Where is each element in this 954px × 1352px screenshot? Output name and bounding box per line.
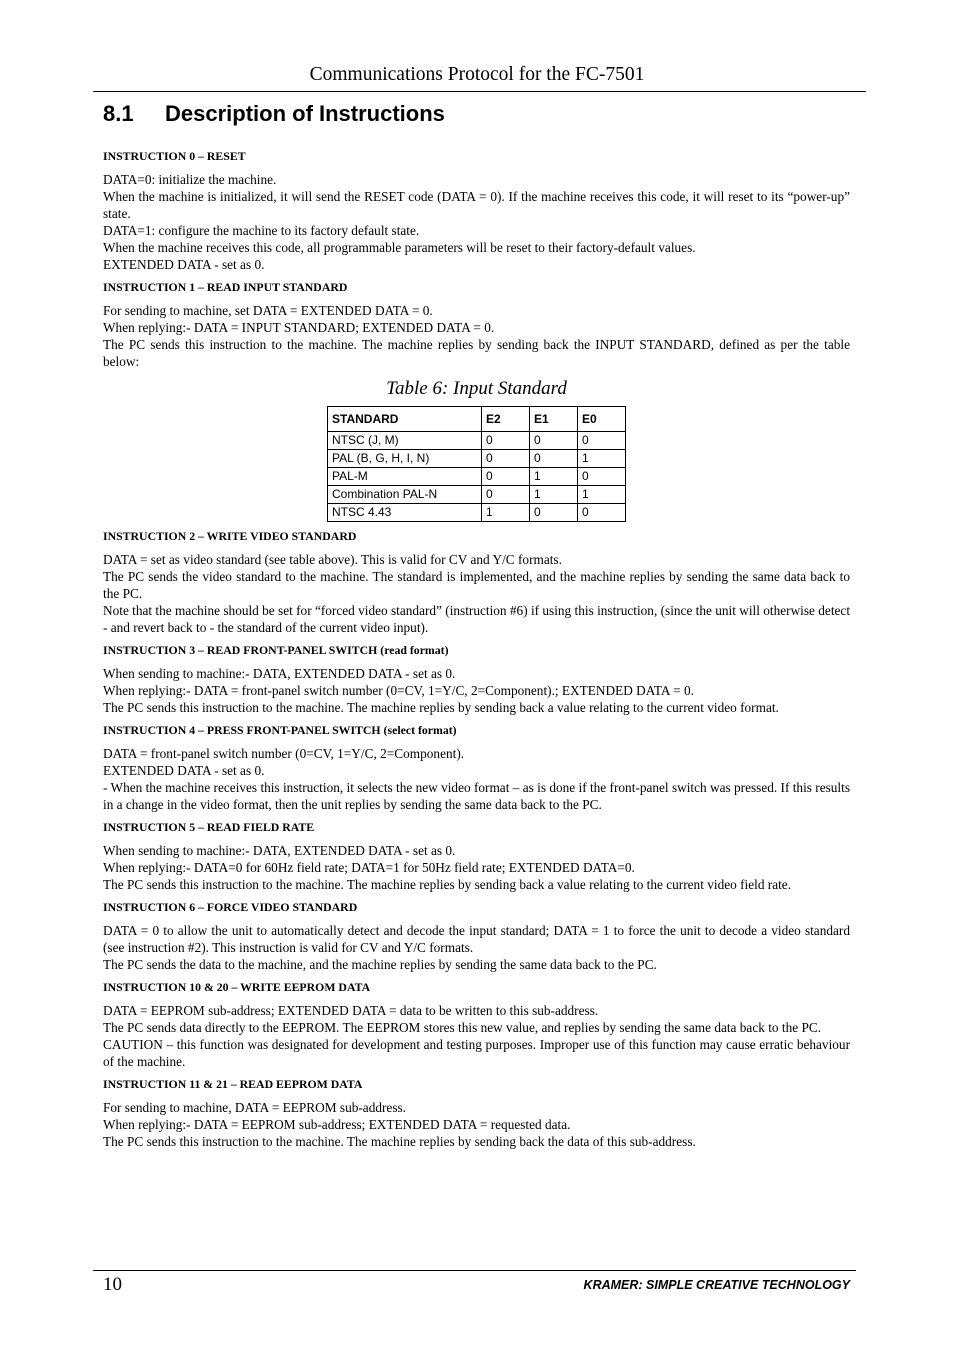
paragraph: The PC sends the data to the machine, and the machine replies by sending the same data back to the PC. [103, 957, 657, 972]
table-cell: 0 [578, 468, 626, 486]
table-cell: PAL-M [328, 468, 482, 486]
paragraph: DATA = EEPROM sub-address; EXTENDED DATA = data to be written to this sub-address. [103, 1003, 599, 1018]
instruction-title: INSTRUCTION 3 – READ FRONT-PANEL SWITCH (read format) [103, 643, 449, 657]
table-cell: Combination PAL-N [328, 486, 482, 504]
column-header: E2 [482, 407, 530, 432]
instruction-10-20-block [103, 980, 850, 1070]
paragraph: - When the machine receives this instruction, it selects the new video format – as is done if the front-panel switch was pressed. If this results in a change in the video format, then the unit replies by sending the same data back to the PC. [103, 780, 850, 812]
table-cell: 1 [578, 486, 626, 504]
paragraph: The PC sends this instruction to the machine. The machine replies by sending back the INPUT STANDARD, defined as per the table below: [103, 337, 850, 369]
input-standard-table [327, 406, 626, 522]
paragraph: When replying:- DATA = INPUT STANDARD; EXTENDED DATA = 0. [103, 320, 495, 335]
paragraph: Note that the machine should be set for “forced video standard” (instruction #6) if using this instruction, (since the unit will otherwise detect - and revert back to - the standard of the current video input). [103, 603, 851, 635]
paragraph: When replying:- DATA = front-panel switch number (0=CV, 1=Y/C, 2=Component).; EXTENDED DATA = 0. [103, 683, 694, 698]
table-cell: 1 [578, 450, 626, 468]
table-row [328, 504, 626, 522]
table-cell: PAL (B, G, H, I, N) [328, 450, 482, 468]
paragraph: When sending to machine:- DATA, EXTENDED DATA - set as 0. [103, 666, 456, 681]
table-cell: NTSC 4.43 [328, 504, 482, 522]
paragraph: The PC sends this instruction to the machine. The machine replies by sending back the data of this sub-address. [103, 1134, 696, 1149]
section-number: 8.1 [103, 101, 134, 126]
table-caption: Table 6: Input Standard [386, 378, 567, 399]
table-cell: NTSC (J, M) [328, 432, 482, 450]
table-cell: 0 [530, 432, 578, 450]
table-row [328, 432, 626, 450]
table-cell: 0 [578, 504, 626, 522]
section-title: Description of Instructions [165, 101, 445, 126]
paragraph: DATA=0: initialize the machine. [103, 172, 277, 187]
instruction-title: INSTRUCTION 0 – RESET [103, 149, 246, 163]
instruction-0-block [103, 149, 850, 273]
table-row [328, 468, 626, 486]
instruction-title: INSTRUCTION 4 – PRESS FRONT-PANEL SWITCH (select format) [103, 723, 457, 737]
table-cell: 0 [578, 432, 626, 450]
paragraph: EXTENDED DATA - set as 0. [103, 763, 265, 778]
paragraph: For sending to machine, DATA = EEPROM sub-address. [103, 1100, 407, 1115]
table-cell: 0 [530, 450, 578, 468]
table-cell: 0 [530, 504, 578, 522]
paragraph: When replying:- DATA = EEPROM sub-address; EXTENDED DATA = requested data. [103, 1117, 571, 1132]
header-divider [93, 91, 866, 92]
table-cell: 0 [482, 450, 530, 468]
footer-divider [93, 1270, 856, 1271]
instruction-3-block [103, 643, 850, 716]
paragraph: When replying:- DATA=0 for 60Hz field rate; DATA=1 for 50Hz field rate; EXTENDED DATA=0. [103, 860, 635, 875]
paragraph: The PC sends this instruction to the machine. The machine replies by sending back a value relating to the current video format. [103, 700, 779, 715]
paragraph: The PC sends this instruction to the machine. The machine replies by sending back a value relating to the current video field rate. [103, 877, 792, 892]
section-heading [103, 101, 445, 127]
column-header: E0 [578, 407, 626, 432]
instruction-1-block [103, 280, 850, 370]
instruction-title: INSTRUCTION 1 – READ INPUT STANDARD [103, 280, 348, 294]
table-row [328, 486, 626, 504]
table-cell: 0 [482, 486, 530, 504]
paragraph: The PC sends data directly to the EEPROM. The EEPROM stores this new value, and replies by sending the same data back to the PC. [103, 1020, 822, 1035]
page-number: 10 [103, 1274, 122, 1295]
table-cell: 0 [482, 468, 530, 486]
paragraph: When the machine is initialized, it will send the RESET code (DATA = 0). If the machine receives this code, it will reset to its “power-up” state. [103, 189, 850, 221]
instruction-title: INSTRUCTION 6 – FORCE VIDEO STANDARD [103, 900, 358, 914]
paragraph: DATA=1: configure the machine to its factory default state. [103, 223, 420, 238]
instruction-title: INSTRUCTION 5 – READ FIELD RATE [103, 820, 315, 834]
instruction-title: INSTRUCTION 10 & 20 – WRITE EEPROM DATA [103, 980, 371, 994]
paragraph: DATA = 0 to allow the unit to automatically detect and decode the input standard; DATA = 1 to force the unit to decode a video standard (see instruction #2). This instruction is valid for CV and Y/C formats. [103, 923, 850, 955]
paragraph: CAUTION – this function was designated for development and testing purposes. Improper use of this function may cause erratic behaviour of the machine. [103, 1037, 850, 1069]
instruction-title: INSTRUCTION 11 & 21 – READ EEPROM DATA [103, 1077, 363, 1091]
instruction-2-block [103, 529, 850, 636]
column-header: E1 [530, 407, 578, 432]
table-cell: 1 [530, 468, 578, 486]
paragraph: DATA = front-panel switch number (0=CV, 1=Y/C, 2=Component). [103, 746, 465, 761]
paragraph: The PC sends the video standard to the machine. The standard is implemented, and the machine replies by sending the same data back to the PC. [103, 569, 850, 601]
instruction-11-21-block [103, 1077, 850, 1150]
paragraph: EXTENDED DATA - set as 0. [103, 257, 265, 272]
table-cell: 0 [482, 432, 530, 450]
paragraph: When sending to machine:- DATA, EXTENDED DATA - set as 0. [103, 843, 456, 858]
table-cell: 1 [530, 486, 578, 504]
instruction-title: INSTRUCTION 2 – WRITE VIDEO STANDARD [103, 529, 357, 543]
paragraph: For sending to machine, set DATA = EXTENDED DATA = 0. [103, 303, 433, 318]
table-row [328, 450, 626, 468]
footer-brand: KRAMER: SIMPLE CREATIVE TECHNOLOGY [583, 1278, 850, 1292]
table-header-row [328, 407, 626, 432]
paragraph: When the machine receives this code, all programmable parameters will be reset to their factory-default values. [103, 240, 696, 255]
column-header: STANDARD [328, 407, 482, 432]
document-body [103, 149, 850, 1157]
instruction-5-block [103, 820, 850, 893]
instruction-6-block [103, 900, 850, 973]
page-header-title: Communications Protocol for the FC-7501 [309, 64, 645, 85]
instruction-4-block [103, 723, 850, 813]
table-cell: 1 [482, 504, 530, 522]
paragraph: DATA = set as video standard (see table above). This is valid for CV and Y/C formats. [103, 552, 562, 567]
